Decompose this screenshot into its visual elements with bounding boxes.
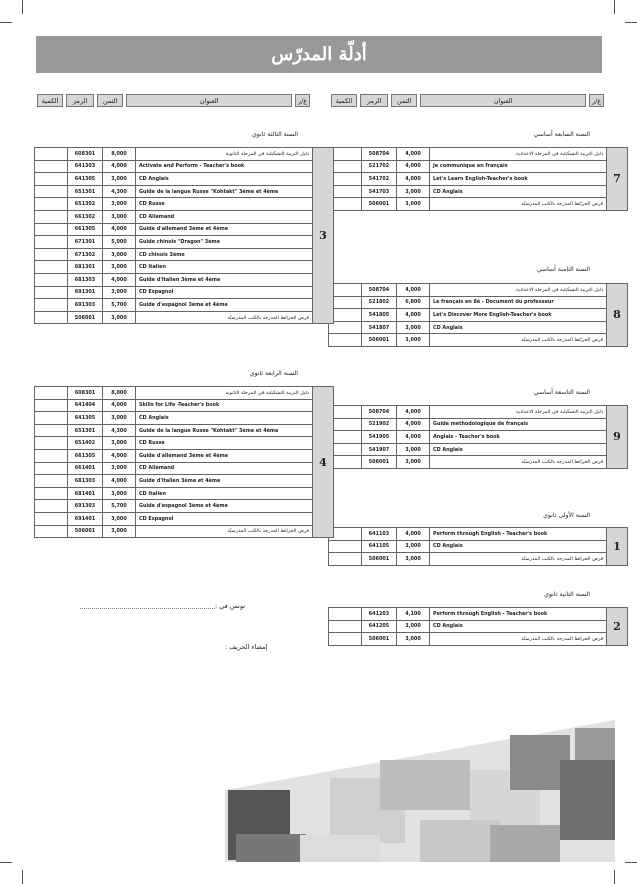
price-cell: 3,000 (103, 286, 136, 299)
title-cell: CD Anglais (430, 540, 607, 553)
level-heading: السنة الأولى ثانوي (543, 512, 590, 519)
price-cell: 3,000 (397, 443, 430, 456)
price-cell: 4,000 (397, 431, 430, 444)
title-cell: Let's Discover More English-Teacher's book (430, 309, 607, 322)
title-cell: Guide d'Italien 3ème et 4ème (136, 273, 313, 286)
title-cell: Guide d'allemand 3ème et 4ème (136, 223, 313, 236)
price-cell: 8,000 (103, 387, 136, 400)
title-cell: CD Anglais (136, 173, 313, 186)
title-cell: Je communique en français (430, 160, 607, 173)
col-title: العنوان (420, 94, 586, 107)
price-cell: 3,000 (103, 248, 136, 261)
signature-sign-label: إمضاء الحريف : (225, 643, 268, 651)
code-cell: 671301 (68, 236, 103, 249)
title-cell: Guide d'espagnol 3ème et 4ème (136, 500, 313, 513)
col-qty: الكمية (37, 94, 63, 107)
price-cell: 4,000 (397, 148, 430, 161)
level-number: 3 (313, 148, 334, 324)
code-cell: 508704 (362, 148, 397, 161)
code-cell: 541805 (362, 309, 397, 322)
level-number: 1 (607, 528, 628, 566)
code-cell: 661305 (68, 223, 103, 236)
title-cell: CD Allemand (136, 210, 313, 223)
price-cell: 5,700 (103, 299, 136, 312)
title-cell: قرص الخرائط المدرجة بالكتب المدرسيّة (430, 456, 607, 469)
title-cell: CD Russe (136, 437, 313, 450)
price-cell: 4,000 (103, 399, 136, 412)
price-cell: 3,000 (103, 412, 136, 425)
title-cell: دليل التربية التشكيلية في المرحلة الاعدادية (430, 406, 607, 419)
price-cell: 3,000 (397, 553, 430, 566)
price-cell: 4,000 (103, 475, 136, 488)
code-cell: 691401 (68, 512, 103, 525)
title-cell: CD chinois 3ème (136, 248, 313, 261)
price-cell: 3,000 (103, 462, 136, 475)
price-cell: 4,300 (103, 424, 136, 437)
code-cell: 641305 (68, 173, 103, 186)
price-cell: 4,300 (103, 185, 136, 198)
code-cell: 641305 (68, 412, 103, 425)
code-cell: 641103 (362, 528, 397, 541)
price-cell: 3,000 (397, 334, 430, 347)
col-qty: الكمية (331, 94, 357, 107)
title-cell: CD Russe (136, 198, 313, 211)
code-cell: 641303 (68, 160, 103, 173)
title-cell: Activate and Perform - Teacher's book (136, 160, 313, 173)
code-cell: 541907 (362, 443, 397, 456)
title-cell: Guide méthodologique de français (430, 418, 607, 431)
price-cell: 4,000 (103, 223, 136, 236)
title-cell: دليل التربية التشكيلية في المرحلة الثانوية (136, 148, 313, 161)
title-cell: Perform through English - Teacher's book (430, 608, 607, 621)
price-cell: 4,000 (397, 418, 430, 431)
code-cell: 681303 (68, 273, 103, 286)
code-cell: 521802 (362, 296, 397, 309)
code-cell: 681301 (68, 261, 103, 274)
page-title: أدلّة المدرّس (36, 36, 602, 73)
code-cell: 691301 (68, 286, 103, 299)
col-num: ع/ر (589, 94, 604, 107)
code-cell: 651302 (68, 198, 103, 211)
level-number: 8 (607, 284, 628, 347)
level-heading: السنة الثامنة أساسي (536, 266, 590, 273)
title-cell: قرص الخرائط المدرجة بالكتب المدرسيّة (430, 334, 607, 347)
code-cell: 641404 (68, 399, 103, 412)
price-cell: 4,000 (103, 273, 136, 286)
title-cell: CD Espagnol (136, 286, 313, 299)
title-cell: دليل التربية التشكيلية في المرحلة الاعدادية (430, 148, 607, 161)
price-cell: 5,700 (103, 500, 136, 513)
price-cell: 6,800 (397, 296, 430, 309)
code-cell: 506001 (68, 311, 103, 324)
price-cell: 3,000 (397, 198, 430, 211)
code-cell: 541905 (362, 431, 397, 444)
title-cell: CD Anglais (430, 321, 607, 334)
price-cell: 4,000 (397, 406, 430, 419)
price-cell: 3,000 (103, 437, 136, 450)
code-cell: 691303 (68, 299, 103, 312)
col-num: ع/ر (295, 94, 310, 107)
title-cell: Perform through English - Teacher's book (430, 528, 607, 541)
price-cell: 4,000 (397, 284, 430, 297)
price-cell: 3,000 (103, 311, 136, 324)
price-cell: 3,000 (397, 321, 430, 334)
title-cell: Le français en 8è - Document du professeur (430, 296, 607, 309)
title-cell: Let's Learn English-Teacher's book (430, 173, 607, 186)
price-cell: 4,100 (397, 608, 430, 621)
code-cell: 608301 (68, 148, 103, 161)
title-cell: Guide de la langue Russe "Kohtakt" 3ème et 4ème (136, 185, 313, 198)
title-cell: Anglais - Teacher's book (430, 431, 607, 444)
price-cell: 3,000 (103, 198, 136, 211)
price-cell: 5,000 (103, 236, 136, 249)
price-cell: 4,000 (103, 160, 136, 173)
code-cell: 661302 (68, 210, 103, 223)
title-cell: CD Anglais (136, 412, 313, 425)
price-cell: 3,000 (397, 633, 430, 646)
code-cell: 521702 (362, 160, 397, 173)
col-price: الثمن (391, 94, 417, 107)
title-cell: Skills for Life -Teacher's book (136, 399, 313, 412)
code-cell: 506001 (362, 633, 397, 646)
code-cell: 608301 (68, 387, 103, 400)
level-heading: السنة الرابعة ثانوي (249, 370, 298, 377)
title-cell: دليل التربية التشكيلية في المرحلة الثانوية (136, 387, 313, 400)
level-heading: السنة السابعة أساسي (533, 131, 590, 138)
col-price: الثمن (97, 94, 123, 107)
code-cell: 681401 (68, 487, 103, 500)
level-heading: السنة الثالثة ثانوي (251, 131, 298, 138)
code-cell: 661305 (68, 449, 103, 462)
price-cell: 4,000 (397, 528, 430, 541)
title-cell: Guide d'Italien 3ème et 4ème (136, 475, 313, 488)
code-cell: 508704 (362, 284, 397, 297)
code-cell: 541702 (362, 173, 397, 186)
price-cell: 3,000 (103, 210, 136, 223)
title-cell: CD Italien (136, 261, 313, 274)
title-cell: قرص الخرائط المدرجة بالكتب المدرسيّة (430, 633, 607, 646)
code-cell: 506001 (68, 525, 103, 538)
title-cell: قرص الخرائط المدرجة بالكتب المدرسيّة (430, 198, 607, 211)
title-cell: Guide chinois "Dragon" 3ème (136, 236, 313, 249)
code-cell: 521902 (362, 418, 397, 431)
price-cell: 3,000 (103, 512, 136, 525)
title-cell: CD Anglais (430, 443, 607, 456)
title-cell: قرص الخرائط المدرجة بالكتب المدرسيّة (430, 553, 607, 566)
code-cell: 641105 (362, 540, 397, 553)
price-cell: 3,000 (103, 487, 136, 500)
price-cell: 4,000 (397, 160, 430, 173)
code-cell: 641203 (362, 608, 397, 621)
level-number: 2 (607, 608, 628, 646)
price-cell: 8,000 (103, 148, 136, 161)
code-cell: 541703 (362, 185, 397, 198)
code-cell: 671302 (68, 248, 103, 261)
code-cell: 651301 (68, 424, 103, 437)
title-cell: CD Allemand (136, 462, 313, 475)
title-cell: CD Anglais (430, 620, 607, 633)
title-cell: CD Anglais (430, 185, 607, 198)
title-cell: قرص الخرائط المدرجة بالكتب المدرسيّة (136, 525, 313, 538)
title-cell: Guide d'espagnol 3ème et 4ème (136, 299, 313, 312)
code-cell: 651402 (68, 437, 103, 450)
price-cell: 3,000 (103, 261, 136, 274)
title-cell: CD Espagnol (136, 512, 313, 525)
level-number: 7 (607, 148, 628, 211)
code-cell: 691303 (68, 500, 103, 513)
level-number: 9 (607, 406, 628, 469)
price-cell: 4,000 (397, 309, 430, 322)
price-cell: 3,000 (103, 173, 136, 186)
price-cell: 4,000 (397, 173, 430, 186)
level-heading: السنة الثانية ثانوي (544, 591, 590, 598)
price-cell: 3,000 (397, 540, 430, 553)
code-cell: 681303 (68, 475, 103, 488)
title-cell: دليل التربية التشكيلية في المرحلة الاعدادية (430, 284, 607, 297)
title-cell: Guide d'allemand 3ème et 4ème (136, 449, 313, 462)
price-cell: 3,000 (103, 525, 136, 538)
title-cell: قرص الخرائط المدرجة بالكتب المدرسيّة (136, 311, 313, 324)
col-title: العنوان (126, 94, 292, 107)
code-cell: 506001 (362, 334, 397, 347)
price-cell: 3,000 (397, 620, 430, 633)
signature-place-label: تونس في : (215, 602, 246, 610)
col-code: الرمز (66, 94, 94, 107)
price-cell: 3,000 (397, 185, 430, 198)
title-cell: Guide de la langue Russe "Kohtakt" 3ème et 4ème (136, 424, 313, 437)
code-cell: 508704 (362, 406, 397, 419)
code-cell: 541807 (362, 321, 397, 334)
code-cell: 506001 (362, 198, 397, 211)
level-heading: السنة التاسعة أساسي (533, 389, 590, 396)
code-cell: 506001 (362, 456, 397, 469)
price-cell: 4,000 (103, 449, 136, 462)
price-cell: 3,000 (397, 456, 430, 469)
level-number: 4 (313, 387, 334, 538)
title-cell: CD Italien (136, 487, 313, 500)
code-cell: 641205 (362, 620, 397, 633)
col-code: الرمز (360, 94, 388, 107)
code-cell: 506001 (362, 553, 397, 566)
code-cell: 651301 (68, 185, 103, 198)
code-cell: 661401 (68, 462, 103, 475)
